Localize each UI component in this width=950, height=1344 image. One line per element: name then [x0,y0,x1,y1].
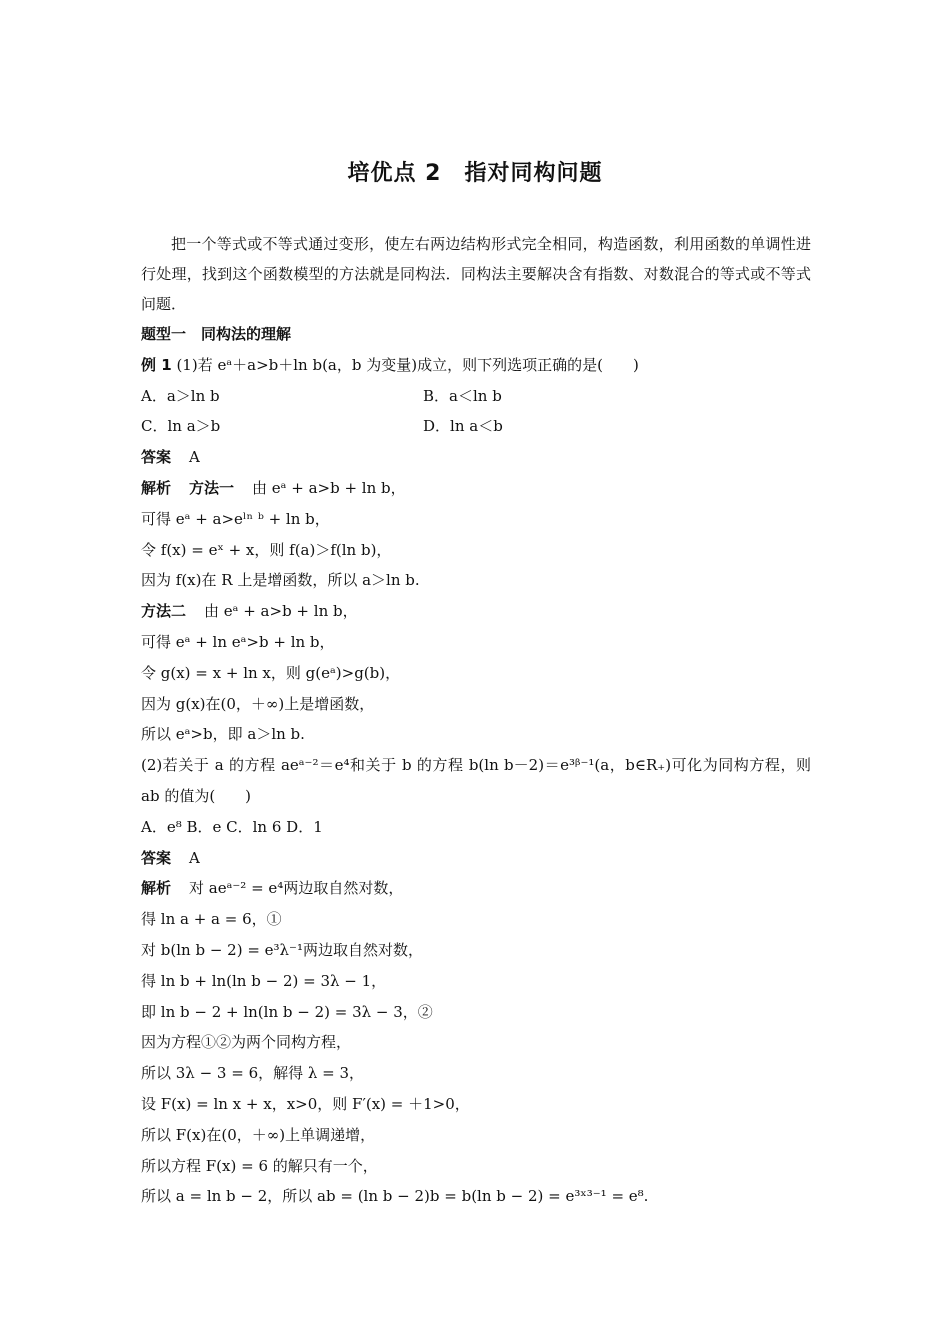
solution-2-text: 对 aeᵃ⁻² = e⁴两边取自然对数， [189,879,404,898]
answer-value: A [189,448,200,467]
options-row-1 [141,381,811,412]
question-2-options: A．e⁸ B．e C．ln 6 D．1 [141,817,323,836]
options-row-2 [141,411,811,442]
option-b: B．a＜ln b [423,386,502,405]
solution-step: 所以 eᵃ>b，即 a＞ln b. [141,725,305,744]
solution-step: 可得 eᵃ + a>eˡⁿ ᵇ + ln b， [141,509,330,528]
example-label: 例 1 [141,355,172,374]
page-title: 培优点 2 指对同构问题 [347,161,603,186]
answer-line-2 [141,843,811,874]
answer-label: 答案 [141,448,172,467]
document-body [141,229,811,1212]
method-two-line [141,596,811,627]
solution-step: 所以 a = ln b − 2，所以 ab = (ln b − 2)b = b(ln b − 2) = e³ˣ³⁻¹ = e⁸. [141,1187,649,1206]
intro-paragraph: 把一个等式或不等式通过变形，使左右两边结构形式完全相同，构造函数，利用函数的单调性进行处理，找到这个函数模型的方法就是同构法．同构法主要解决含有指数、对数混合的等式或不等式问题． [141,235,811,313]
solution-step: 即 ln b − 2 + ln(ln b − 2) = 3λ − 3，② [141,1002,433,1021]
method-one-label: 方法一 [189,478,235,497]
option-c: C．ln a＞b [141,417,221,436]
solution-label: 解析 [141,879,172,898]
solution-step: 因为方程①②为两个同构方程， [141,1033,352,1052]
option-a: A．a＞ln b [141,386,220,405]
solution-step: 所以 F(x)在(0，＋∞)上单调递增， [141,1125,376,1144]
option-d: D．ln a＜b [423,417,503,436]
example-question-1 [141,350,811,381]
solution-line [141,473,811,504]
solution-step: 设 F(x) = ln x + x，x>0，则 F′(x) = ＋1>0， [141,1094,470,1113]
solution-step: 对 b(ln b − 2) = e³λ⁻¹两边取自然对数， [141,940,423,959]
question-2: (2)若关于 a 的方程 aeᵃ⁻²＝e⁴和关于 b 的方程 b(ln b－2)＝e³ᵝ⁻¹(a，b∈R₊)可化为同构方程，则 ab 的值为( ) [141,756,811,805]
solution-step: 因为 g(x)在(0，＋∞)上是增函数， [141,694,375,713]
solution-step: 可得 eᵃ + ln eᵃ>b + ln b， [141,632,335,651]
answer-value: A [189,848,200,867]
solution-step: 令 f(x) = eˣ + x，则 f(a)＞f(ln b)， [141,540,392,559]
solution-label: 解析 [141,478,172,497]
solution-step: 得 ln a + a = 6，① [141,910,282,929]
question-text: (1)若 eᵃ＋a>b＋ln b(a，b 为变量)成立，则下列选项正确的是( ) [176,355,639,374]
method-two-label: 方法二 [141,602,187,621]
solution-step: 令 g(x) = x + ln x，则 g(eᵃ)>g(b)， [141,663,401,682]
solution-2-line [141,873,811,904]
answer-label: 答案 [141,848,172,867]
answer-line-1 [141,442,811,473]
method-two-text: 由 eᵃ + a>b + ln b， [204,602,358,621]
solution-step: 所以 3λ − 3 = 6，解得 λ = 3， [141,1064,365,1083]
method-one-text: 由 eᵃ + a>b + ln b， [252,478,406,497]
solution-step: 得 ln b + ln(ln b − 2) = 3λ − 1， [141,971,387,990]
section-heading: 题型一 同构法的理解 [141,325,292,343]
solution-step: 因为 f(x)在 R 上是增函数，所以 a＞ln b. [141,571,420,590]
solution-step: 所以方程 F(x) = 6 的解只有一个， [141,1156,378,1175]
